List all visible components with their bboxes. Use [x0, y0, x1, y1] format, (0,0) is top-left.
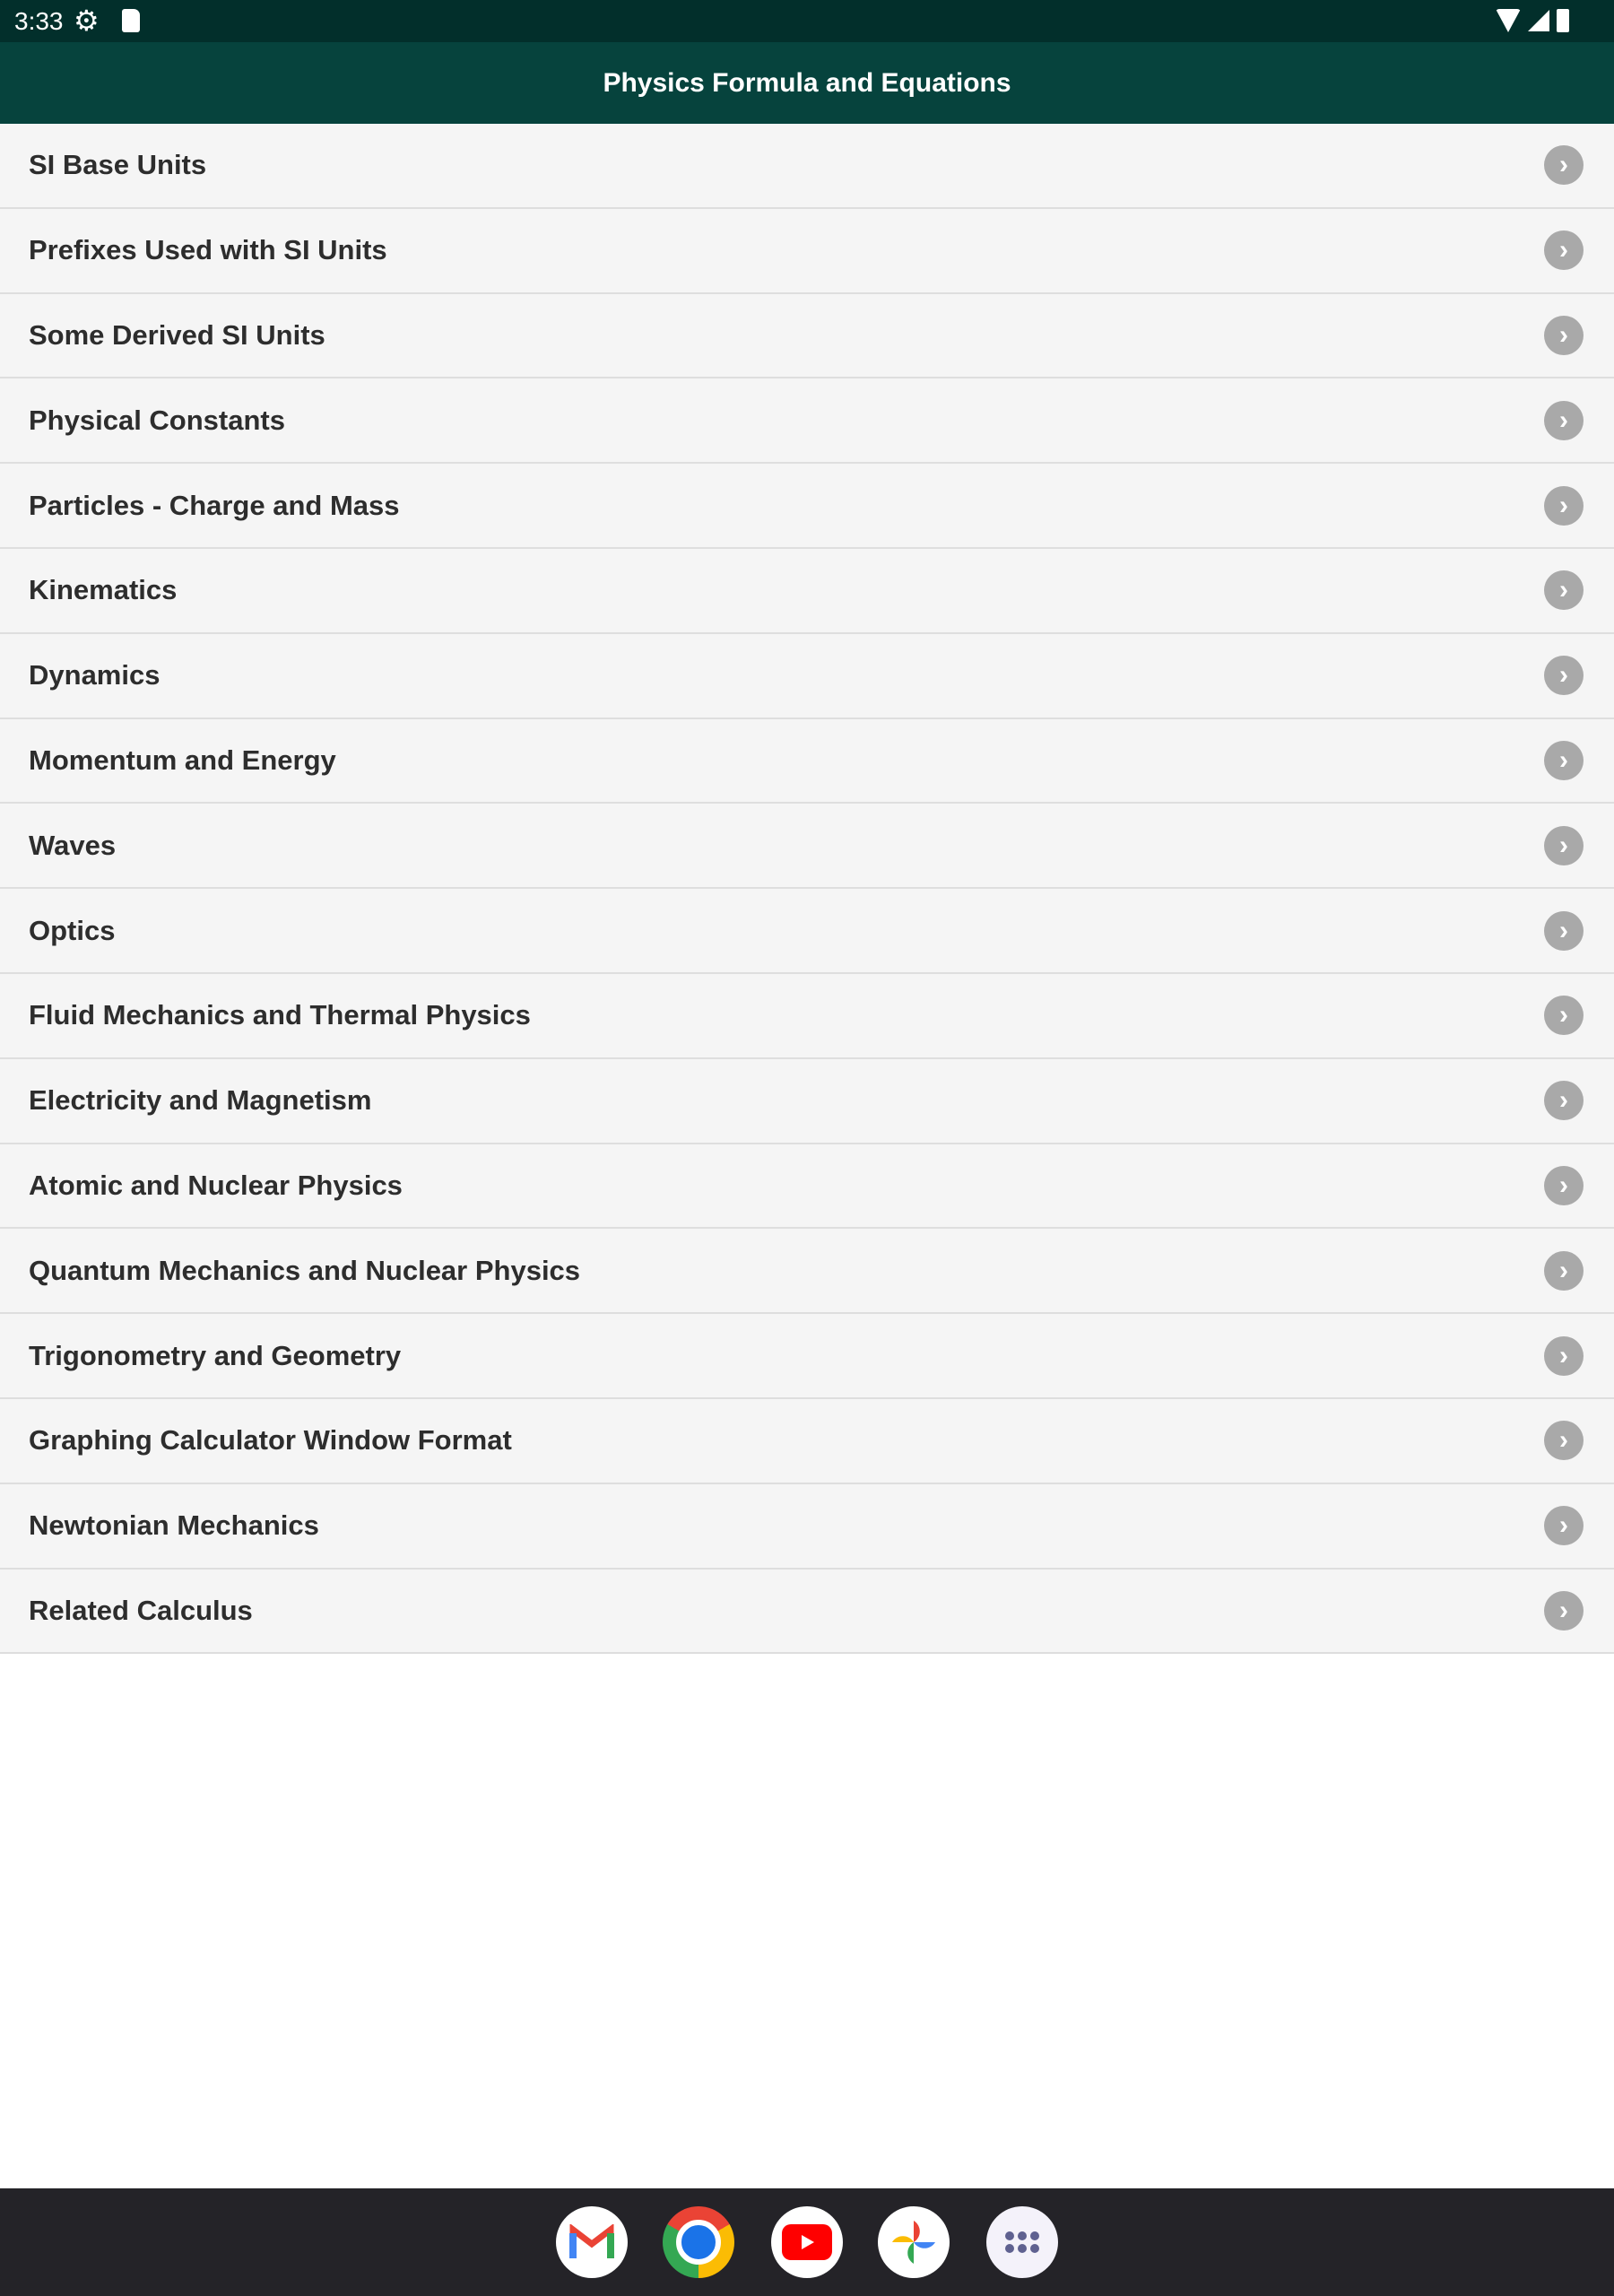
topic-row[interactable] — [0, 124, 1614, 209]
chevron-right-icon: › — [1544, 316, 1584, 355]
topic-row[interactable] — [0, 634, 1614, 719]
chevron-right-icon: › — [1544, 1336, 1584, 1376]
topic-row[interactable] — [0, 1399, 1614, 1484]
topic-label: Particles - Charge and Mass — [29, 489, 400, 521]
topic-label: Some Derived SI Units — [29, 318, 325, 351]
chevron-right-icon: › — [1544, 1251, 1584, 1291]
topic-row[interactable] — [0, 804, 1614, 889]
topic-row[interactable] — [0, 464, 1614, 549]
topic-label: Physical Constants — [29, 404, 285, 436]
gmail-icon — [569, 2224, 614, 2260]
wifi-icon — [1496, 9, 1521, 32]
chevron-right-icon: › — [1544, 826, 1584, 865]
topic-row[interactable] — [0, 378, 1614, 464]
chevron-right-icon: › — [1544, 401, 1584, 440]
chevron-right-icon: › — [1544, 911, 1584, 951]
status-bar — [0, 0, 1614, 42]
page-title: Physics Formula and Equations — [603, 67, 1011, 98]
chevron-right-icon: › — [1544, 1506, 1584, 1545]
topic-row[interactable] — [0, 1059, 1614, 1144]
topic-list — [0, 124, 1614, 1654]
topic-label: Graphing Calculator Window Format — [29, 1424, 512, 1457]
chevron-right-icon: › — [1544, 1421, 1584, 1460]
app-bar — [0, 42, 1614, 124]
app-drawer-button[interactable] — [986, 2206, 1058, 2278]
topic-row[interactable] — [0, 889, 1614, 974]
youtube-icon — [782, 2224, 832, 2260]
topic-label: Momentum and Energy — [29, 744, 336, 776]
topic-label: Prefixes Used with SI Units — [29, 234, 387, 266]
topic-row[interactable] — [0, 1229, 1614, 1314]
photos-app[interactable] — [878, 2206, 950, 2278]
navigation-dock — [0, 2188, 1614, 2296]
topic-label: Optics — [29, 914, 116, 946]
sd-card-icon — [122, 9, 140, 32]
topic-row[interactable] — [0, 1314, 1614, 1399]
app-drawer-icon — [1004, 2230, 1040, 2255]
topic-label: Dynamics — [29, 659, 161, 691]
youtube-app[interactable] — [771, 2206, 843, 2278]
chevron-right-icon: › — [1544, 1591, 1584, 1631]
topic-label: Newtonian Mechanics — [29, 1509, 319, 1542]
topic-row[interactable] — [0, 209, 1614, 294]
gmail-app[interactable] — [556, 2206, 628, 2278]
chevron-right-icon: › — [1544, 1166, 1584, 1205]
topic-row[interactable] — [0, 974, 1614, 1059]
signal-icon — [1528, 10, 1549, 31]
settings-gear-icon: ⚙ — [74, 4, 100, 37]
topic-label: Electricity and Magnetism — [29, 1084, 372, 1117]
chevron-right-icon: › — [1544, 656, 1584, 695]
chevron-right-icon: › — [1544, 145, 1584, 185]
topic-label: SI Base Units — [29, 149, 207, 181]
topic-row[interactable] — [0, 549, 1614, 634]
topic-row[interactable] — [0, 294, 1614, 379]
topic-row[interactable] — [0, 1570, 1614, 1655]
chrome-app[interactable] — [663, 2206, 734, 2278]
battery-icon — [1557, 9, 1569, 32]
topic-row[interactable] — [0, 1484, 1614, 1570]
topic-label: Related Calculus — [29, 1594, 253, 1626]
chrome-icon — [676, 2220, 721, 2265]
chevron-right-icon: › — [1544, 996, 1584, 1035]
topic-label: Trigonometry and Geometry — [29, 1339, 402, 1371]
topic-label: Atomic and Nuclear Physics — [29, 1169, 403, 1201]
chevron-right-icon: › — [1544, 230, 1584, 270]
photos-icon — [889, 2217, 939, 2267]
topic-label: Kinematics — [29, 574, 178, 606]
topic-label: Waves — [29, 829, 117, 861]
topic-row[interactable] — [0, 1144, 1614, 1230]
chevron-right-icon: › — [1544, 486, 1584, 526]
chevron-right-icon: › — [1544, 741, 1584, 780]
topic-label: Quantum Mechanics and Nuclear Physics — [29, 1254, 581, 1286]
chevron-right-icon: › — [1544, 570, 1584, 610]
clock: 3:33 — [14, 7, 64, 35]
chevron-right-icon: › — [1544, 1081, 1584, 1120]
topic-row[interactable] — [0, 719, 1614, 804]
topic-label: Fluid Mechanics and Thermal Physics — [29, 999, 531, 1031]
